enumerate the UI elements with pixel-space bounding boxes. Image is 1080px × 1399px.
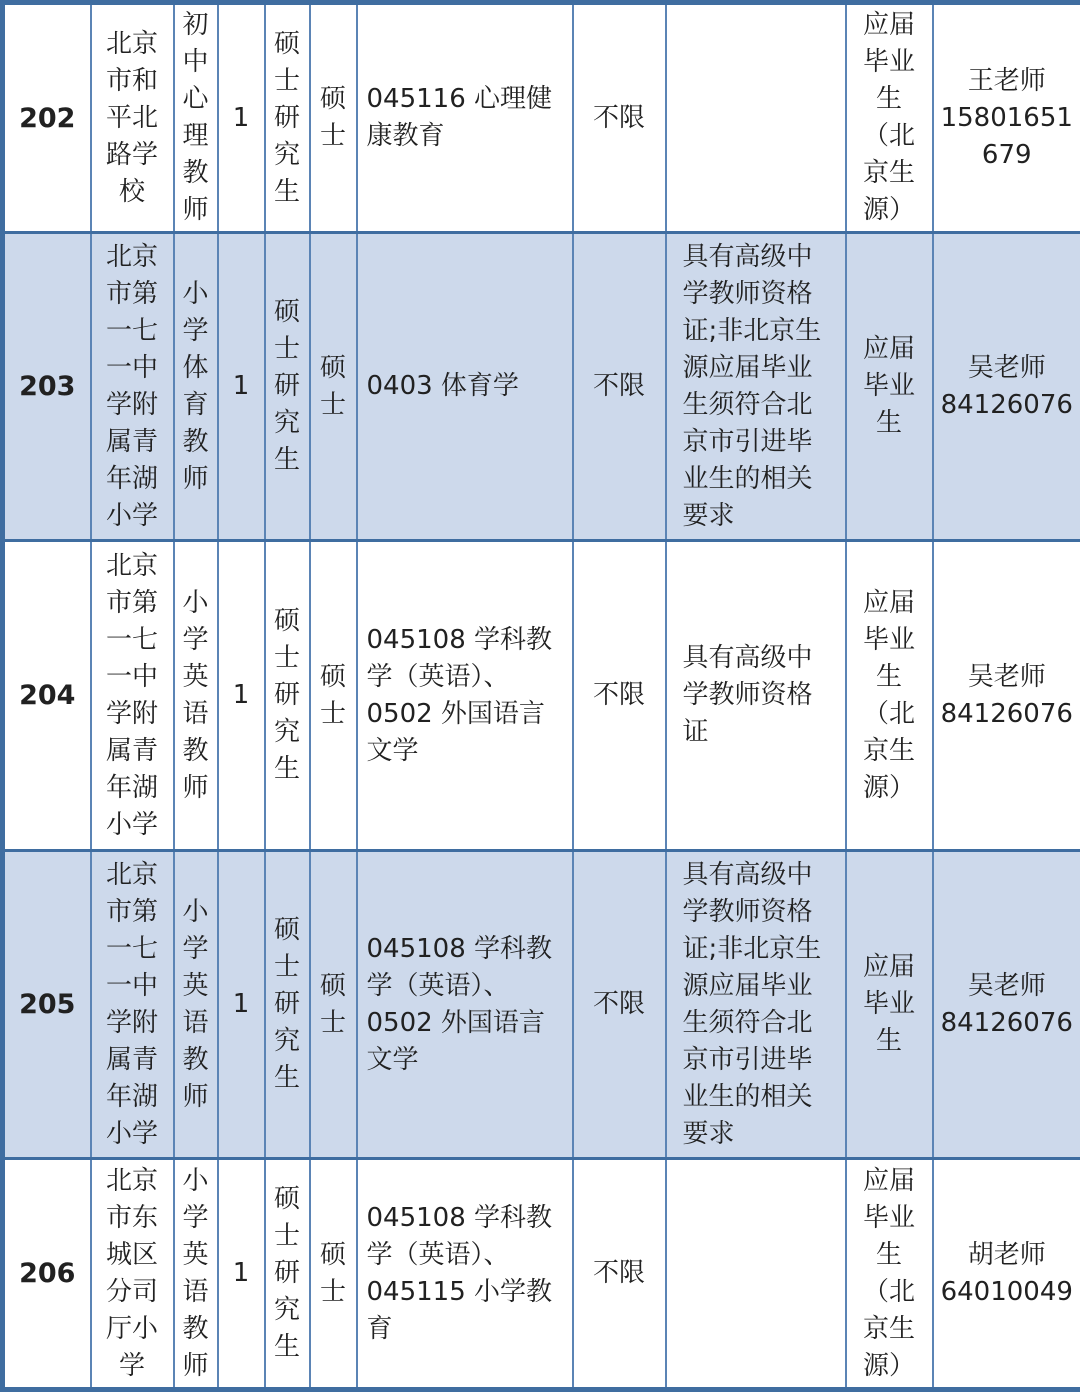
cell-row-id: 203 [3,233,91,541]
cell-graduate-type: 应届毕业生（北京生源） [846,3,933,233]
cell-major: 045108 学科教学（英语）、0502 外国语言文学 [357,851,573,1159]
contact-name: 吴老师 [967,661,1046,692]
cell-major: 0403 体育学 [357,233,573,541]
cell-major: 045108 学科教学（英语）、045115 小学教育 [357,1159,573,1390]
cell-openings: 1 [218,3,265,233]
cell-degree: 硕士 [310,3,357,233]
cell-position: 初中心理教师 [174,3,218,233]
cell-major: 045116 心理健康教育 [357,3,573,233]
cell-graduate-type: 应届毕业生 [846,233,933,541]
contact-phone: 15801651679 [940,102,1073,170]
table-row [3,851,1080,1159]
cell-openings: 1 [218,233,265,541]
cell-education: 硕士研究生 [265,541,310,851]
cell-school: 北京市第一七一中学附属青年湖小学 [91,541,174,851]
contact-phone: 84126076 [940,389,1073,420]
cell-education: 硕士研究生 [265,3,310,233]
table-row [3,3,1080,233]
cell-row-id: 205 [3,851,91,1159]
cell-position: 小学体育教师 [174,233,218,541]
cell-education: 硕士研究生 [265,233,310,541]
cell-degree: 硕士 [310,1159,357,1390]
cell-requirement: 具有高级中学教师资格证;非北京生源应届毕业生须符合北京市引进毕业生的相关要求 [666,851,846,1159]
cell-graduate-type: 应届毕业生（北京生源） [846,541,933,851]
cell-position: 小学英语教师 [174,851,218,1159]
cell-education: 硕士研究生 [265,1159,310,1390]
cell-requirement: 具有高级中学教师资格证 [666,541,846,851]
cell-school: 北京市第一七一中学附属青年湖小学 [91,233,174,541]
contact-name: 吴老师 [967,352,1046,383]
table-row [3,541,1080,851]
cell-graduate-type: 应届毕业生（北京生源） [846,1159,933,1390]
cell-degree: 硕士 [310,233,357,541]
cell-contact [933,3,1080,233]
cell-position: 小学英语教师 [174,1159,218,1390]
cell-degree: 硕士 [310,851,357,1159]
cell-contact [933,851,1080,1159]
cell-contact [933,541,1080,851]
cell-education: 硕士研究生 [265,851,310,1159]
cell-row-id: 202 [3,3,91,233]
cell-restriction: 不限 [573,233,666,541]
cell-requirement [666,3,846,233]
contact-phone: 84126076 [940,698,1073,729]
cell-requirement [666,1159,846,1390]
cell-row-id: 206 [3,1159,91,1390]
cell-graduate-type: 应届毕业生 [846,851,933,1159]
contact-name: 吴老师 [967,970,1046,1001]
cell-openings: 1 [218,541,265,851]
cell-contact [933,1159,1080,1390]
cell-contact [933,233,1080,541]
table-row [3,233,1080,541]
cell-restriction: 不限 [573,541,666,851]
cell-openings: 1 [218,851,265,1159]
cell-school: 北京市东城区分司厅小学 [91,1159,174,1390]
contact-phone: 64010049 [940,1276,1073,1307]
cell-position: 小学英语教师 [174,541,218,851]
cell-school: 北京市第一七一中学附属青年湖小学 [91,851,174,1159]
cell-openings: 1 [218,1159,265,1390]
cell-degree: 硕士 [310,541,357,851]
cell-major: 045108 学科教学（英语）、0502 外国语言文学 [357,541,573,851]
cell-requirement: 具有高级中学教师资格证;非北京生源应届毕业生须符合北京市引进毕业生的相关要求 [666,233,846,541]
table-row [3,1159,1080,1390]
cell-row-id: 204 [3,541,91,851]
contact-phone: 84126076 [940,1007,1073,1038]
contact-name: 胡老师 [967,1239,1046,1270]
cell-restriction: 不限 [573,851,666,1159]
cell-restriction: 不限 [573,3,666,233]
cell-restriction: 不限 [573,1159,666,1390]
cell-school: 北京市和平北路学校 [91,3,174,233]
contact-name: 王老师 [967,65,1046,96]
